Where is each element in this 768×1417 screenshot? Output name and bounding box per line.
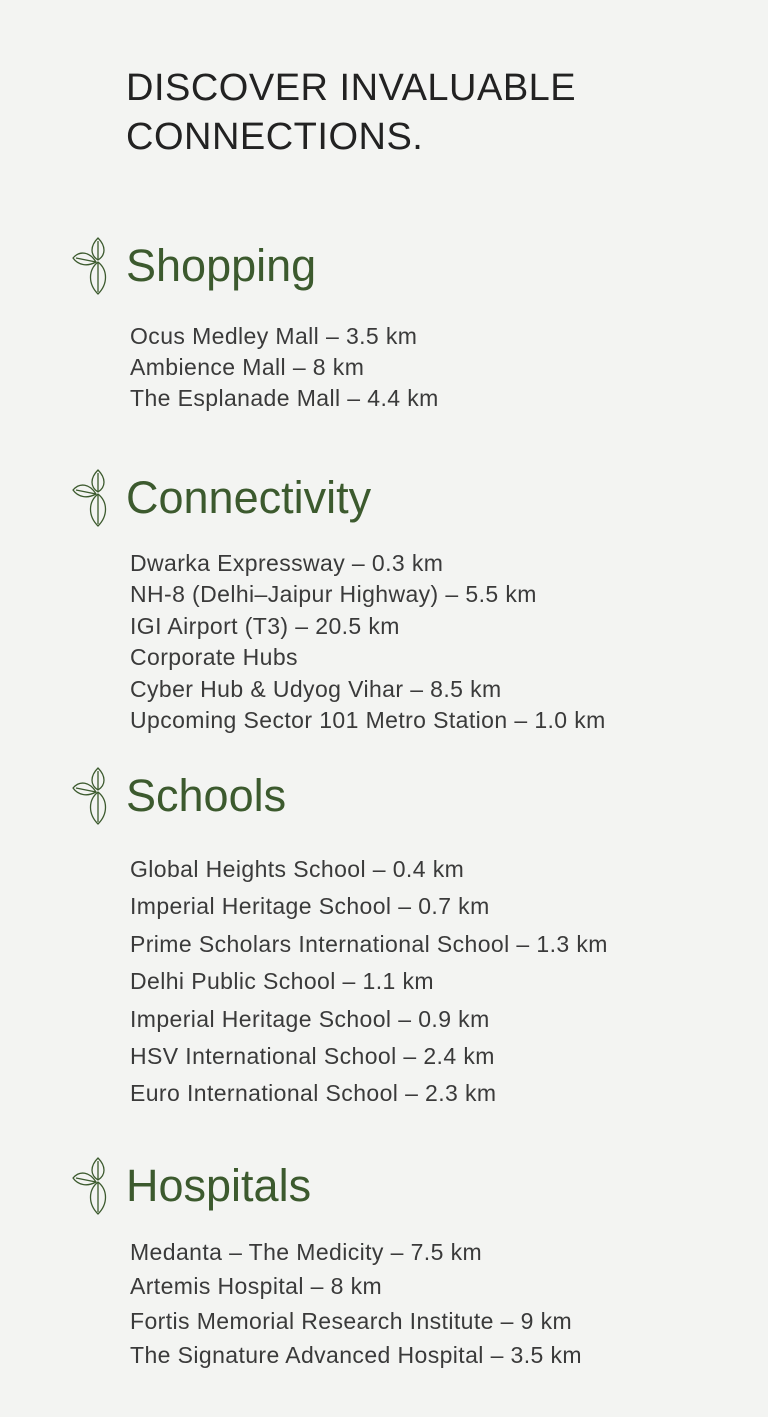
section-title: Connectivity — [126, 472, 372, 523]
leaf-sprig-icon — [70, 236, 110, 296]
location-list — [130, 548, 606, 736]
list-item: Artemis Hospital – 8 km — [130, 1273, 383, 1300]
location-list — [130, 321, 439, 414]
list-item: NH-8 (Delhi–Jaipur Highway) – 5.5 km — [130, 581, 537, 608]
section-title: Hospitals — [126, 1160, 312, 1211]
list-item: Imperial Heritage School – 0.7 km — [130, 893, 490, 920]
list-item: Prime Scholars International School – 1.3 km — [130, 930, 608, 957]
list-item: HSV International School – 2.4 km — [130, 1043, 495, 1070]
list-item: Delhi Public School – 1.1 km — [130, 968, 434, 995]
list-item: Ocus Medley Mall – 3.5 km — [130, 323, 418, 349]
page-headline — [126, 64, 576, 162]
headline-line-2: CONNECTIONS. — [126, 116, 424, 158]
list-item: Euro International School – 2.3 km — [130, 1080, 497, 1107]
list-item: IGI Airport (T3) – 20.5 km — [130, 612, 400, 639]
list-item: Ambience Mall – 8 km — [130, 354, 365, 380]
section-heading — [0, 766, 768, 826]
leaf-sprig-icon — [70, 468, 110, 528]
list-item: The Signature Advanced Hospital – 3.5 km — [130, 1341, 582, 1368]
location-list — [130, 1235, 582, 1372]
list-item: Fortis Memorial Research Institute – 9 km — [130, 1307, 573, 1334]
list-item: The Esplanade Mall – 4.4 km — [130, 385, 439, 411]
list-item: Cyber Hub & Udyog Vihar – 8.5 km — [130, 675, 502, 702]
location-list — [130, 851, 608, 1113]
section-title: Shopping — [126, 240, 317, 291]
list-item: Medanta – The Medicity – 7.5 km — [130, 1239, 483, 1265]
list-item: Dwarka Expressway – 0.3 km — [130, 550, 444, 576]
list-item: Upcoming Sector 101 Metro Station – 1.0 km — [130, 707, 606, 734]
section-heading — [0, 468, 768, 528]
list-item: Imperial Heritage School – 0.9 km — [130, 1005, 490, 1032]
list-item: Global Heights School – 0.4 km — [130, 856, 465, 882]
leaf-sprig-icon — [70, 766, 110, 826]
list-item: Corporate Hubs — [130, 644, 298, 671]
headline-line-1: DISCOVER INVALUABLE — [126, 67, 577, 109]
leaf-sprig-icon — [70, 1156, 110, 1216]
section-title: Schools — [126, 770, 287, 821]
section-heading — [0, 236, 768, 296]
section-heading — [0, 1156, 768, 1216]
